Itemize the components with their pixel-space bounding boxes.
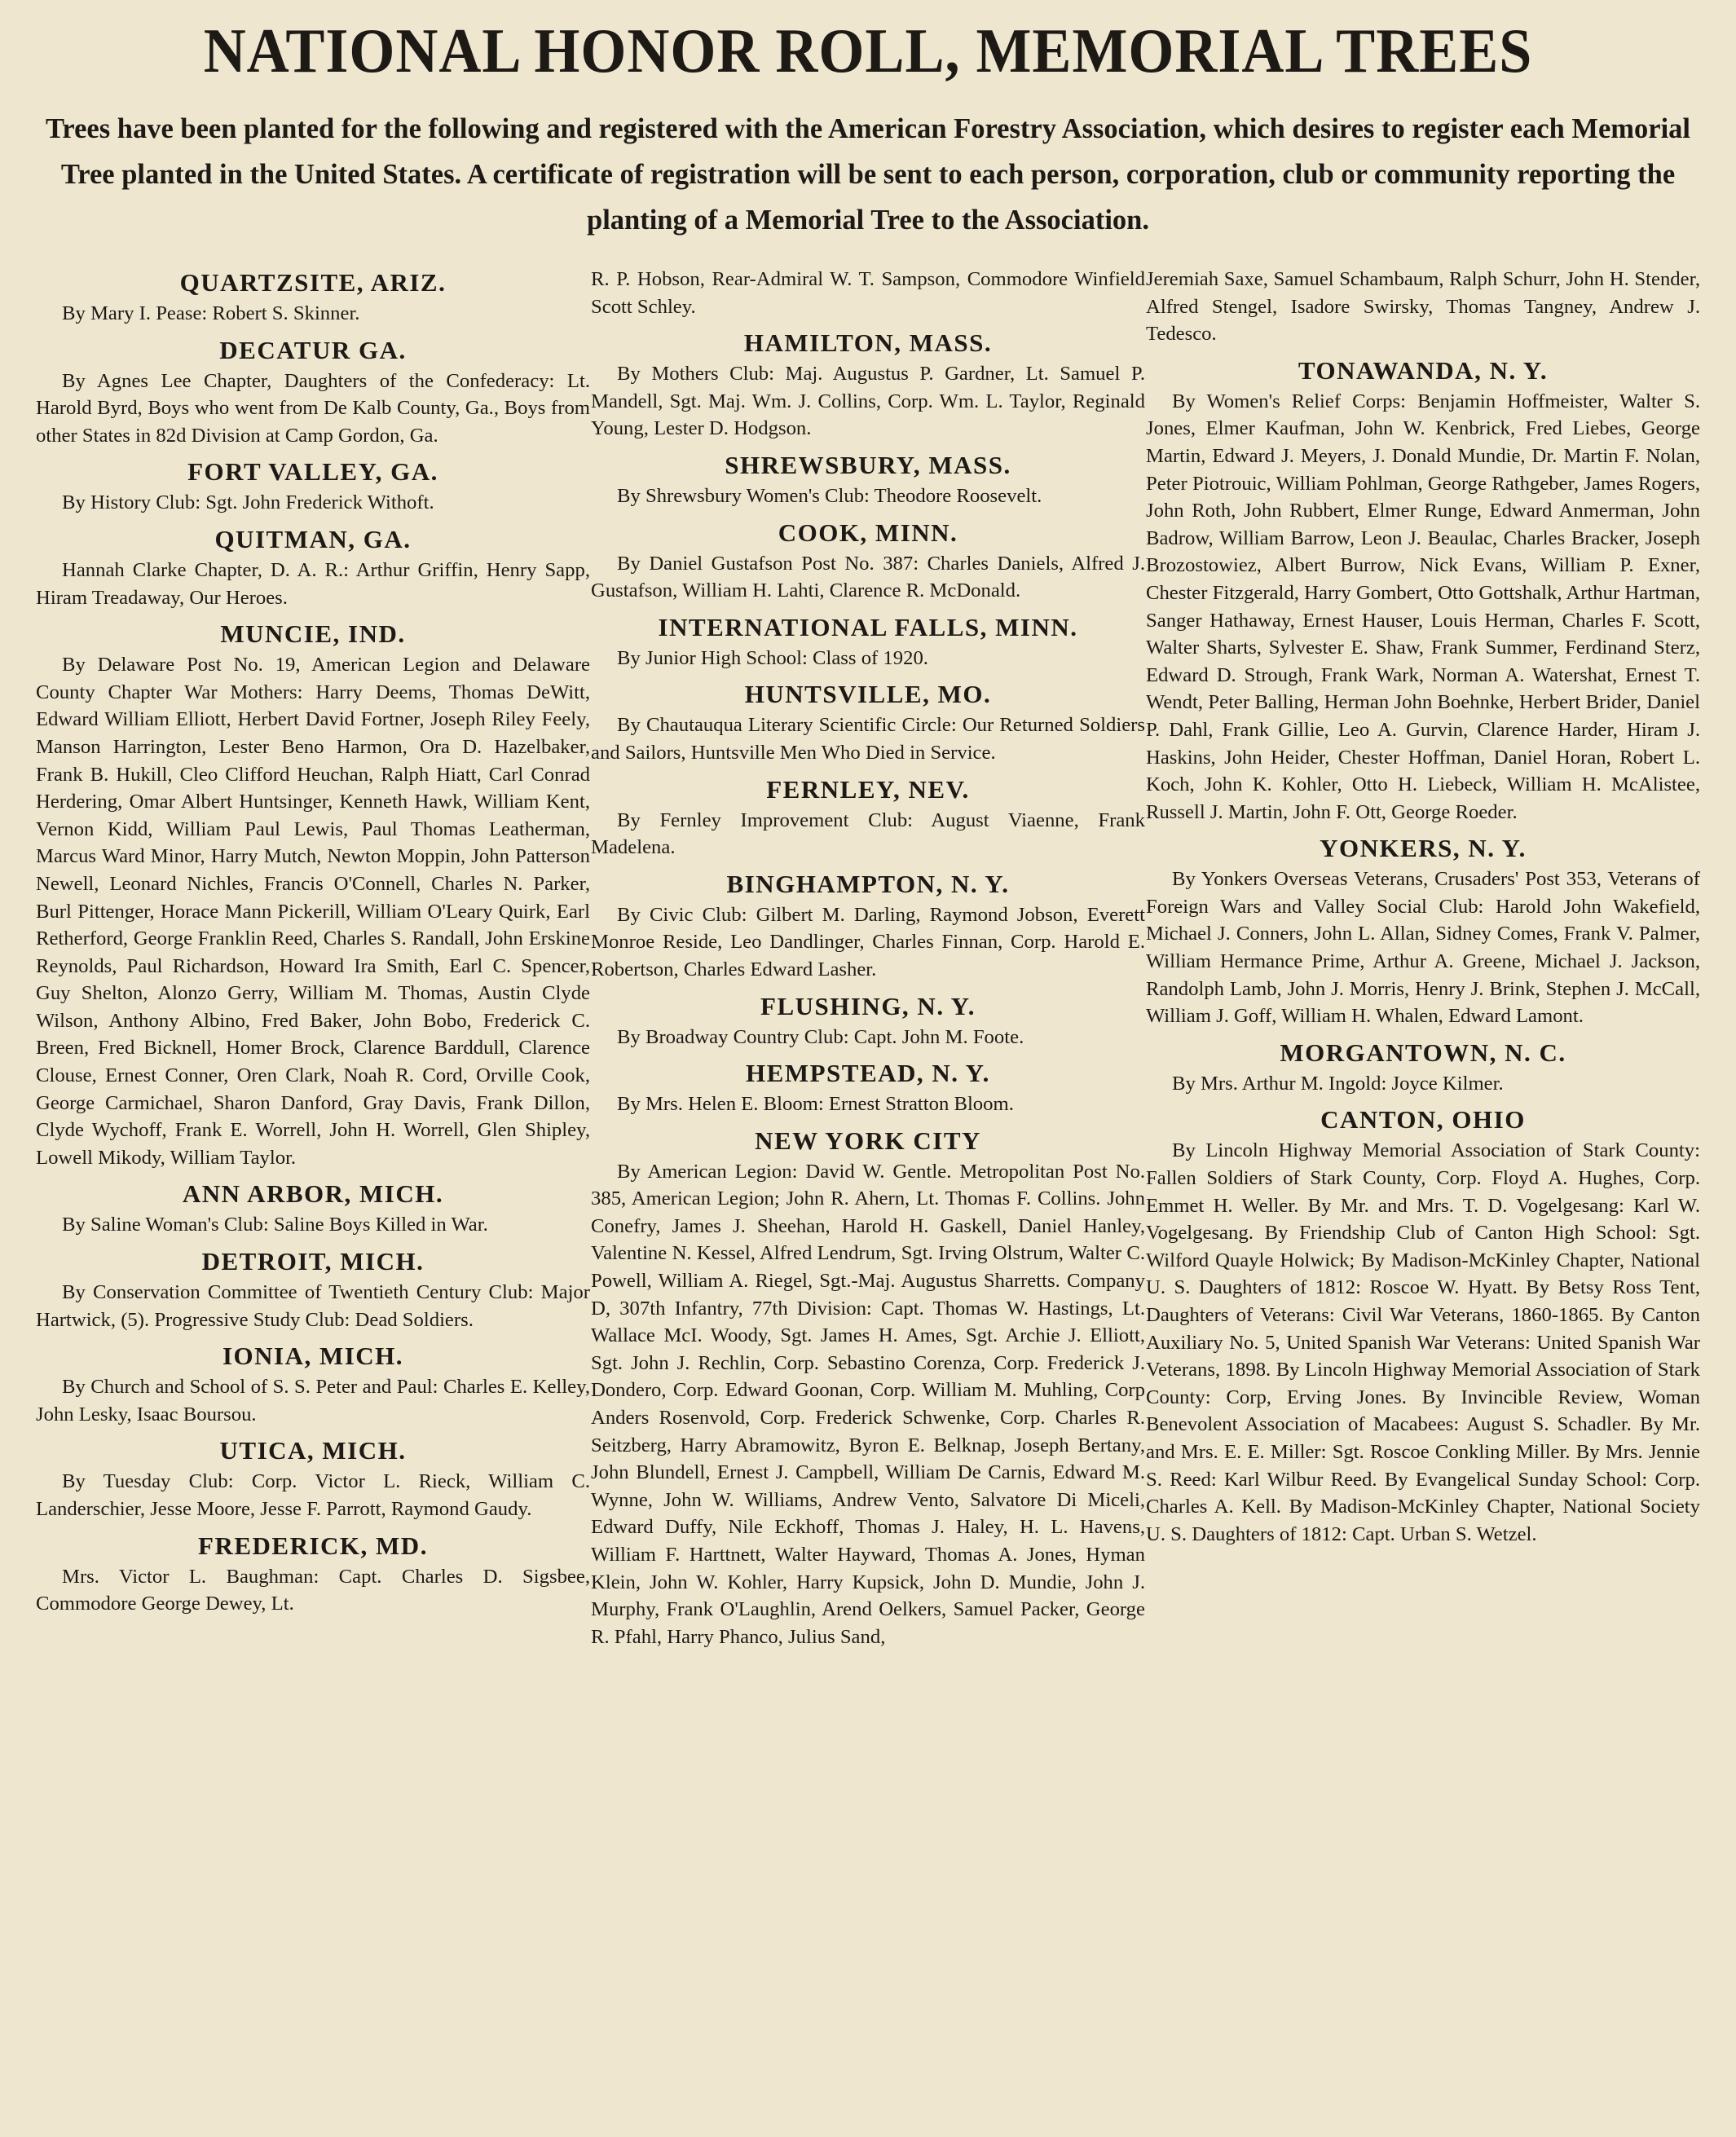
honoree-list: Hannah Clarke Chapter, D. A. R.: Arthur Griffin, Henry Sapp, Hiram Treadaway, Our Heroes. <box>36 558 590 609</box>
location-heading: NEW YORK CITY <box>755 1126 981 1155</box>
listing-entry <box>591 612 1145 672</box>
honoree-list: By Mrs. Arthur M. Ingold: Joyce Kilmer. <box>1172 1072 1504 1095</box>
honoree-list: By Saline Woman's Club: Saline Boys Killed in War. <box>62 1214 488 1236</box>
listing-entry <box>36 1246 590 1333</box>
location-heading: SHREWSBURY, MASS. <box>725 450 1011 479</box>
location-heading: QUARTZSITE, ARIZ. <box>179 268 447 297</box>
listing-entry <box>1146 355 1700 826</box>
columns <box>36 266 1700 1658</box>
location-heading: FORT VALLEY, GA. <box>187 457 438 487</box>
listing-entry <box>36 456 590 517</box>
honoree-list: By Delaware Post No. 19, American Legion and Delaware County Chapter War Mothers: Harry Deems, Thomas DeWitt, Edward William Elliott, Herbert David Fortner, Joseph Riley Feely, Manson Harrington, Lester Beno Harmon, Ora D. Hazelbaker, Frank B. Hukill, Cleo Clifford Heuchan, Ralph Hiatt, Carl Conrad Herdering, Omar Albert Huntsinger, Kenneth Hawk, William Kent, Vernon Kidd, William Paul Lewis, Paul Thomas Leatherman, Marcus Ward Minor, Harry Mutch, Newton Moppin, John Patterson Newell, Leonard Nichles, Francis O'Connell, Charles N. Parker, Burl Pittenger, Horace Mann Pickerill, William O'Leary Quirk, Earl Retherford, George Franklin Reed, Charles S. Randall, John Erskine Reynolds, Paul Richardson, Howard Ira Smith, Earl C. Spencer, Guy Shelton, Alonzo Gerry, William M. Thomas, Austin Clyde Wilson, Anthony Albino, Fred Baker, John Bobo, Frederick C. Breen, Fred Bicknell, Homer Brock, Clarence Barddull, Clarence Clouse, Ernest Conner, Oren Clark, Noah R. Cord, Orville Cook, George Carmichael, Sharon Danford, Gray Davis, Frank Dillon, Clyde Wychoff, Frank E. Worrell, John H. Worrell, Glen Shipley, Lowell Mikody, William Taylor. <box>36 654 590 1169</box>
location-heading: HUNTSVILLE, MO. <box>744 680 992 709</box>
listing-entry <box>36 335 590 450</box>
honoree-list: By Junior High School: Class of 1920. <box>617 646 928 669</box>
honoree-list: By Conservation Committee of Twentieth Century Club: Major Hartwick, (5). Progressive Study Club: Dead Soldiers. <box>36 1281 590 1331</box>
page-title: NATIONAL HONOR ROLL, MEMORIAL TREES <box>203 15 1533 86</box>
listing-entry <box>1146 833 1700 1030</box>
location-heading: FERNLEY, NEV. <box>766 774 970 804</box>
listing-entry <box>591 328 1145 443</box>
honoree-list: By Lincoln Highway Memorial Association of Stark County: Fallen Soldiers of Stark County, Corp. Floyd A. Hughes, Corp. Emmet H. Weller. By Mr. and Mrs. T. D. Vogelgesang: Karl W. Vogelgesang. By Friendship Club of Canton High School: Sgt. Wilford Quayle Holwick; By Madison-McKinley Chapter, National U. S. Daughters of 1812: Roscoe W. Hyatt. By Betsy Ross Tent, Daughters of Veterans: Civil War Veterans, 1860-1865. By Canton Auxiliary No. 5, United Spanish War Veterans: United Spanish War Veterans, 1898. By Lincoln Highway Memorial Association of Stark County: Corp, Erving Jones. By Invincible Review, Woman Benevolent Association of Macabees: August S. Schadler. By Mr. and Mrs. E. E. Miller: Sgt. Roscoe Conkling Miller. By Mrs. Jennie S. Reed: Karl Wilbur Reed. By Evangelical Sunday School: Corp. Charles A. Kell. By Madison-McKinley Chapter, National Society U. S. Daughters of 1812: Capt. Urban S. Wetzel. <box>1146 1139 1700 1545</box>
listing-entry <box>1146 1104 1700 1548</box>
honoree-list: By Mary I. Pease: Robert S. Skinner. <box>62 302 360 324</box>
honoree-list: By Church and School of S. S. Peter and Paul: Charles E. Kelley, John Lesky, Isaac Boursou. <box>36 1376 590 1425</box>
location-heading: INTERNATIONAL FALLS, MINN. <box>658 612 1078 641</box>
honoree-list: Mrs. Victor L. Baughman: Capt. Charles D. Sigsbee, Commodore George Dewey, Lt. <box>36 1565 590 1615</box>
location-heading: YONKERS, N. Y. <box>1320 834 1527 863</box>
listing-entry <box>591 679 1145 766</box>
intro-paragraph: Trees have been planted for the following and registered with the American Forestry Association, which desires to register each Memorial Tree planted in the United States. A certificate of registration will be sent to each person, corporation, club or community reporting the planting of a Memorial Tree to the Association. <box>45 113 1690 236</box>
location-heading: BINGHAMPTON, N. Y. <box>726 869 1010 898</box>
listing-entry <box>591 518 1145 605</box>
listing-entry <box>36 619 590 1171</box>
listing-entry <box>36 1179 590 1239</box>
listing-entry <box>36 1435 590 1522</box>
honoree-list: By Mothers Club: Maj. Augustus P. Gardner, Lt. Samuel P. Mandell, Sgt. Maj. Wm. J. Collins, Corp. Wm. L. Taylor, Reginald Young, Lester D. Hodgson. <box>591 363 1145 440</box>
location-heading: FLUSHING, N. Y. <box>760 991 976 1020</box>
honoree-list: By Broadway Country Club: Capt. John M. Foote. <box>617 1025 1024 1048</box>
listing-entry <box>36 1341 590 1428</box>
listing-entry <box>1146 1038 1700 1098</box>
column-2 <box>591 266 1145 1658</box>
honoree-list: By Civic Club: Gilbert M. Darling, Raymond Jobson, Everett Monroe Reside, Leo Dandlinger, Charles Finnan, Corp. Harold E. Robertson, Charles Edward Lasher. <box>591 903 1145 980</box>
honoree-list: By American Legion: David W. Gentle. Metropolitan Post No. 385, American Legion; John R. Ahern, Lt. Thomas F. Collins. John Conefry, James J. Sheehan, Harold H. Gaskell, Daniel Hanley, Valentine N. Kessel, Alfred Lendrum, Sgt. Irving Olstrum, Walter C. Powell, William A. Riegel, Sgt.-Maj. Augustus Sharretts. Company D, 307th Infantry, 77th Division: Capt. Thomas W. Hastings, Lt. Wallace McI. Woody, Sgt. James H. Ames, Sgt. Archie J. Elliott, Sgt. John J. Rechlin, Corp. Sebastino Corenza, Corp. Frederick J. Dondero, Corp. Edward Goonan, Corp. William M. Muhling, Corp Anders Rosenvold, Corp. Frederick Schwenke, Corp. Charles R. Seitzberg, Harry Abramowitz, Byron E. Belknap, Joseph Bertany, John Blundell, Ernest J. Campbell, William De Carnis, Edward M. Wynne, John W. Williams, Andrew Vento, Salvatore Di Miceli, Edward Duffy, Nile Eckhoff, Thomas J. Haley, H. L. Havens, William F. Harttnett, Walter Hayward, Thomas A. Jones, Hyman Klein, John W. Kohler, Harry Kupsick, John D. Mundie, John J. Murphy, Frank O'Laughlin, Arend Oelkers, Samuel Packer, George R. Pfahl, Harry Phanco, Julius Sand, <box>591 1160 1145 1648</box>
location-heading: TONAWANDA, N. Y. <box>1298 355 1549 385</box>
location-heading: DECATUR GA. <box>219 335 407 364</box>
listing-entry <box>591 1058 1145 1118</box>
location-heading: COOK, MINN. <box>778 518 958 547</box>
honoree-list: Jeremiah Saxe, Samuel Schambaum, Ralph Schurr, John H. Stender, Alfred Stengel, Isadore Swirsky, Thomas Tangney, Andrew J. Tedesco. <box>1146 268 1700 346</box>
honoree-list: By Mrs. Helen E. Bloom: Ernest Stratton Bloom. <box>617 1093 1014 1116</box>
honoree-list: By Daniel Gustafson Post No. 387: Charles Daniels, Alfred J. Gustafson, William H. Lahti, Clarence R. McDonald. <box>591 552 1145 602</box>
listing-entry <box>591 450 1145 510</box>
listing-entry <box>591 991 1145 1051</box>
location-heading: MORGANTOWN, N. C. <box>1280 1038 1566 1067</box>
location-heading: HAMILTON, MASS. <box>743 328 993 358</box>
honoree-list: By Fernley Improvement Club: August Viaenne, Frank Madelena. <box>591 809 1145 859</box>
listing-entry <box>36 267 590 328</box>
honoree-list: By Agnes Lee Chapter, Daughters of the Confederacy: Lt. Harold Byrd, Boys who went from De Kalb County, Ga., Boys from other States in 82d Division at Camp Gordon, Ga. <box>36 369 590 447</box>
honoree-list: R. P. Hobson, Rear-Admiral W. T. Sampson, Commodore Winfield Scott Schley. <box>591 268 1145 318</box>
listing-entry <box>591 774 1145 861</box>
location-heading: UTICA, MICH. <box>219 1436 407 1465</box>
honoree-list: By Women's Relief Corps: Benjamin Hoffmeister, Walter S. Jones, Elmer Kaufman, John W. Kenbrick, Fred Liebes, George Martin, Edward J. Meyers, J. Donald Mundie, Dr. Martin F. Nolan, Peter Piotrouic, William Pohlman, George Rathgeber, James Rogers, John Roth, John Rubbert, Elmer Runge, Edward Anmerman, John Badrow, William Barrow, Leon J. Beaulac, Charles Bracker, Joseph Brozostowiez, Albert Burrow, Nick Evans, William P. Exner, Chester Fitzgerald, Harry Gombert, Otto Gottshalk, Arthur Hartman, Sanger Hathaway, Ernest Hauser, Louis Herman, Charles F. Scott, Walter Sharts, Sylvester E. Shaw, Frank Summer, Ferdinand Sterz, Edward D. Strough, Frank Wark, Norman A. Watershat, Ernest T. Wendt, Peter Balling, Herman John Boehnke, Herbert Brider, Daniel P. Dahl, Frank Gillie, Leo A. Gurvin, Clarence Harder, Hiram J. Haskins, John Heider, Chester Hoffman, Daniel Horan, Robert L. Koch, John K. Kohler, Otto H. Liebeck, William H. McAlistee, Russell J. Martin, John F. Ott, George Roeder. <box>1146 390 1700 823</box>
location-heading: QUITMAN, GA. <box>214 524 412 553</box>
listing-entry <box>591 869 1145 984</box>
honoree-list: By Yonkers Overseas Veterans, Crusaders' Post 353, Veterans of Foreign Wars and Valley Social Club: Harold John Wakefield, Michael J. Conners, John L. Allan, Sidney Comes, Frank V. Palmer, William Hermance Prime, Arthur A. Greene, Michael J. Jackson, Randolph Lamb, John J. Morris, Henry J. Brink, Stephen J. McCall, William J. Goff, William H. Whalen, Edward Lamont. <box>1146 868 1700 1028</box>
listing-entry <box>591 1126 1145 1651</box>
location-heading: FREDERICK, MD. <box>198 1531 428 1560</box>
listing-continuation <box>1146 266 1700 348</box>
location-heading: ANN ARBOR, MICH. <box>182 1179 444 1209</box>
location-heading: DETROIT, MICH. <box>201 1247 425 1276</box>
location-heading: HEMPSTEAD, N. Y. <box>746 1059 990 1088</box>
column-3 <box>1146 266 1700 1658</box>
location-heading: CANTON, OHIO <box>1320 1105 1526 1135</box>
location-heading: IONIA, MICH. <box>222 1342 404 1371</box>
honoree-list: By Tuesday Club: Corp. Victor L. Rieck, William C. Landerschier, Jesse Moore, Jesse F. Parrott, Raymond Gaudy. <box>36 1470 590 1520</box>
listing-entry <box>36 1531 590 1618</box>
location-heading: MUNCIE, IND. <box>220 619 406 649</box>
honoree-list: By Shrewsbury Women's Club: Theodore Roosevelt. <box>617 484 1042 507</box>
listing-entry <box>36 524 590 611</box>
honoree-list: By Chautauqua Literary Scientific Circle: Our Returned Soldiers and Sailors, Huntsville Men Who Died in Service. <box>591 714 1145 764</box>
listing-continuation <box>591 266 1145 320</box>
column-1 <box>36 266 590 1658</box>
honoree-list: By History Club: Sgt. John Frederick Withoft. <box>62 491 434 514</box>
